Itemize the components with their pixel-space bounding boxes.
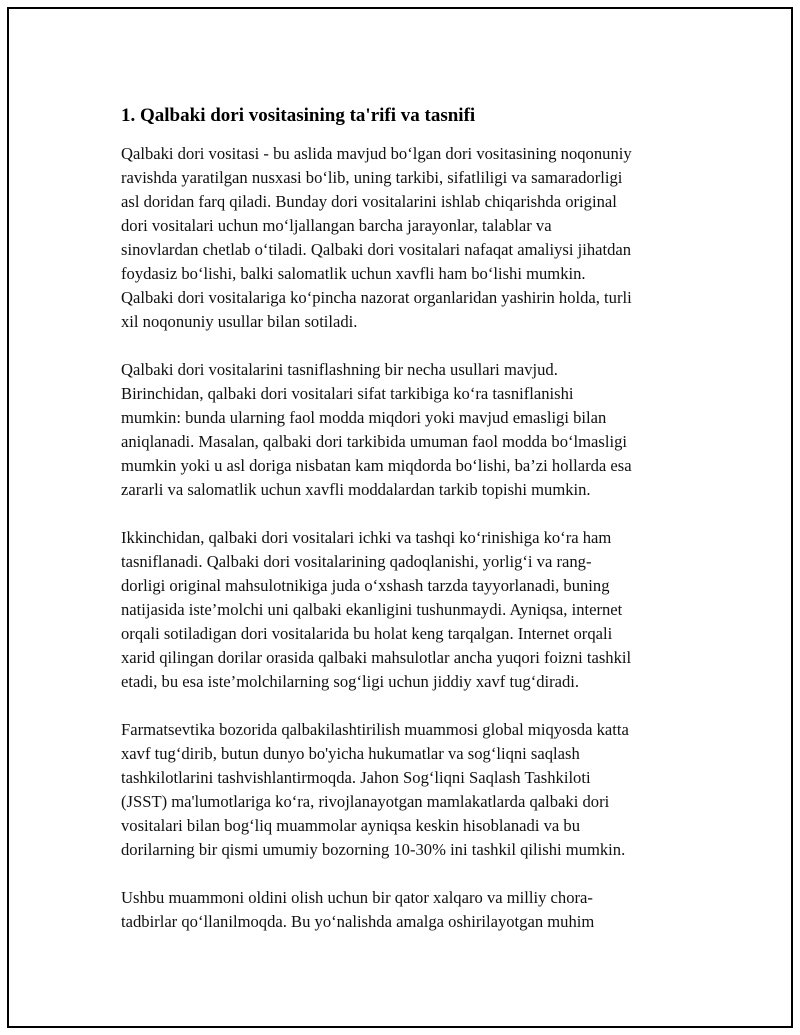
paragraph-4 <box>121 718 701 862</box>
text-line: natijasida iste’molchi uni qalbaki ekanligini tushunmaydi. Ayniqsa, internet <box>121 600 623 619</box>
text-line: Ushbu muammoni oldini olish uchun bir qator xalqaro va milliy chora- <box>121 888 593 907</box>
text-line: mumkin yoki u asl doriga nisbatan kam miqdorda bo‘lishi, ba’zi hollarda esa <box>121 456 632 475</box>
paragraph-2 <box>121 358 701 502</box>
text-line: Qalbaki dori vositalariga ko‘pincha nazorat organlaridan yashirin holda, turli <box>121 288 632 307</box>
text-line: vositalari bilan bog‘liq muammolar ayniqsa keskin hisoblanadi va bu <box>121 816 581 835</box>
text-line: Qalbaki dori vositasi - bu aslida mavjud bo‘lgan dori vositasining noqonuniy <box>121 144 632 163</box>
text-line: Farmatsevtika bozorida qalbakilashtirilish muammosi global miqyosda katta <box>121 720 629 739</box>
paragraph-1 <box>121 142 701 334</box>
document-body <box>121 104 701 958</box>
text-line: aniqlanadi. Masalan, qalbaki dori tarkibida umuman faol modda bo‘lmasligi <box>121 432 627 451</box>
text-line: tasniflanadi. Qalbaki dori vositalarining qadoqlanishi, yorlig‘i va rang- <box>121 552 592 571</box>
text-line: tashkilotlarini tashvishlantirmoqda. Jahon Sog‘liqni Saqlash Tashkiloti <box>121 768 591 787</box>
text-line: Qalbaki dori vositalarini tasniflashning bir necha usullari mavjud. <box>121 360 558 379</box>
text-line: tadbirlar qo‘llanilmoqda. Bu yo‘nalishda amalga oshirilayotgan muhim <box>121 912 595 931</box>
page-frame <box>7 7 793 1028</box>
paragraph-5 <box>121 886 701 934</box>
text-line: xavf tug‘dirib, butun dunyo bo'yicha hukumatlar va sog‘liqni saqlash <box>121 744 580 763</box>
text-line: orqali sotiladigan dori vositalarida bu holat keng tarqalgan. Internet orqali <box>121 624 613 643</box>
text-line: xil noqonuniy usullar bilan sotiladi. <box>121 312 358 331</box>
text-line: (JSST) ma'lumotlariga ko‘ra, rivojlanayotgan mamlakatlarda qalbaki dori <box>121 792 610 811</box>
text-line: zararli va salomatlik uchun xavfli moddalardan tarkib topishi mumkin. <box>121 480 591 499</box>
text-line: dorligi original mahsulotnikiga juda o‘xshash tarzda tayyorlanadi, buning <box>121 576 610 595</box>
text-line: Birinchidan, qalbaki dori vositalari sifat tarkibiga ko‘ra tasniflanishi <box>121 384 574 403</box>
text-line: ravishda yaratilgan nusxasi bo‘lib, uning tarkibi, sifatliligi va samaradorligi <box>121 168 623 187</box>
text-line: etadi, bu esa iste’molchilarning sog‘ligi uchun jiddiy xavf tug‘diradi. <box>121 672 580 691</box>
text-line: dori vositalari uchun mo‘ljallangan barcha jarayonlar, talablar va <box>121 216 552 235</box>
section-heading: 1. Qalbaki dori vositasining ta'rifi va tasnifi <box>121 105 476 126</box>
text-line: mumkin: bunda ularning faol modda miqdori yoki mavjud emasligi bilan <box>121 408 607 427</box>
text-line: xarid qilingan dorilar orasida qalbaki mahsulotlar ancha yuqori foizni tashkil <box>121 648 632 667</box>
text-line: asl doridan farq qiladi. Bunday dori vositalarini ishlab chiqarishda original <box>121 192 617 211</box>
paragraph-3 <box>121 526 701 694</box>
text-line: sinovlardan chetlab o‘tiladi. Qalbaki dori vositalari nafaqat amaliysi jihatdan <box>121 240 632 259</box>
text-line: foydasiz bo‘lishi, balki salomatlik uchun xavfli ham bo‘lishi mumkin. <box>121 264 586 283</box>
text-line: dorilarning bir qismi umumiy bozorning 10-30% ini tashkil qilishi mumkin. <box>121 840 626 859</box>
text-line: Ikkinchidan, qalbaki dori vositalari ichki va tashqi ko‘rinishiga ko‘ra ham <box>121 528 612 547</box>
